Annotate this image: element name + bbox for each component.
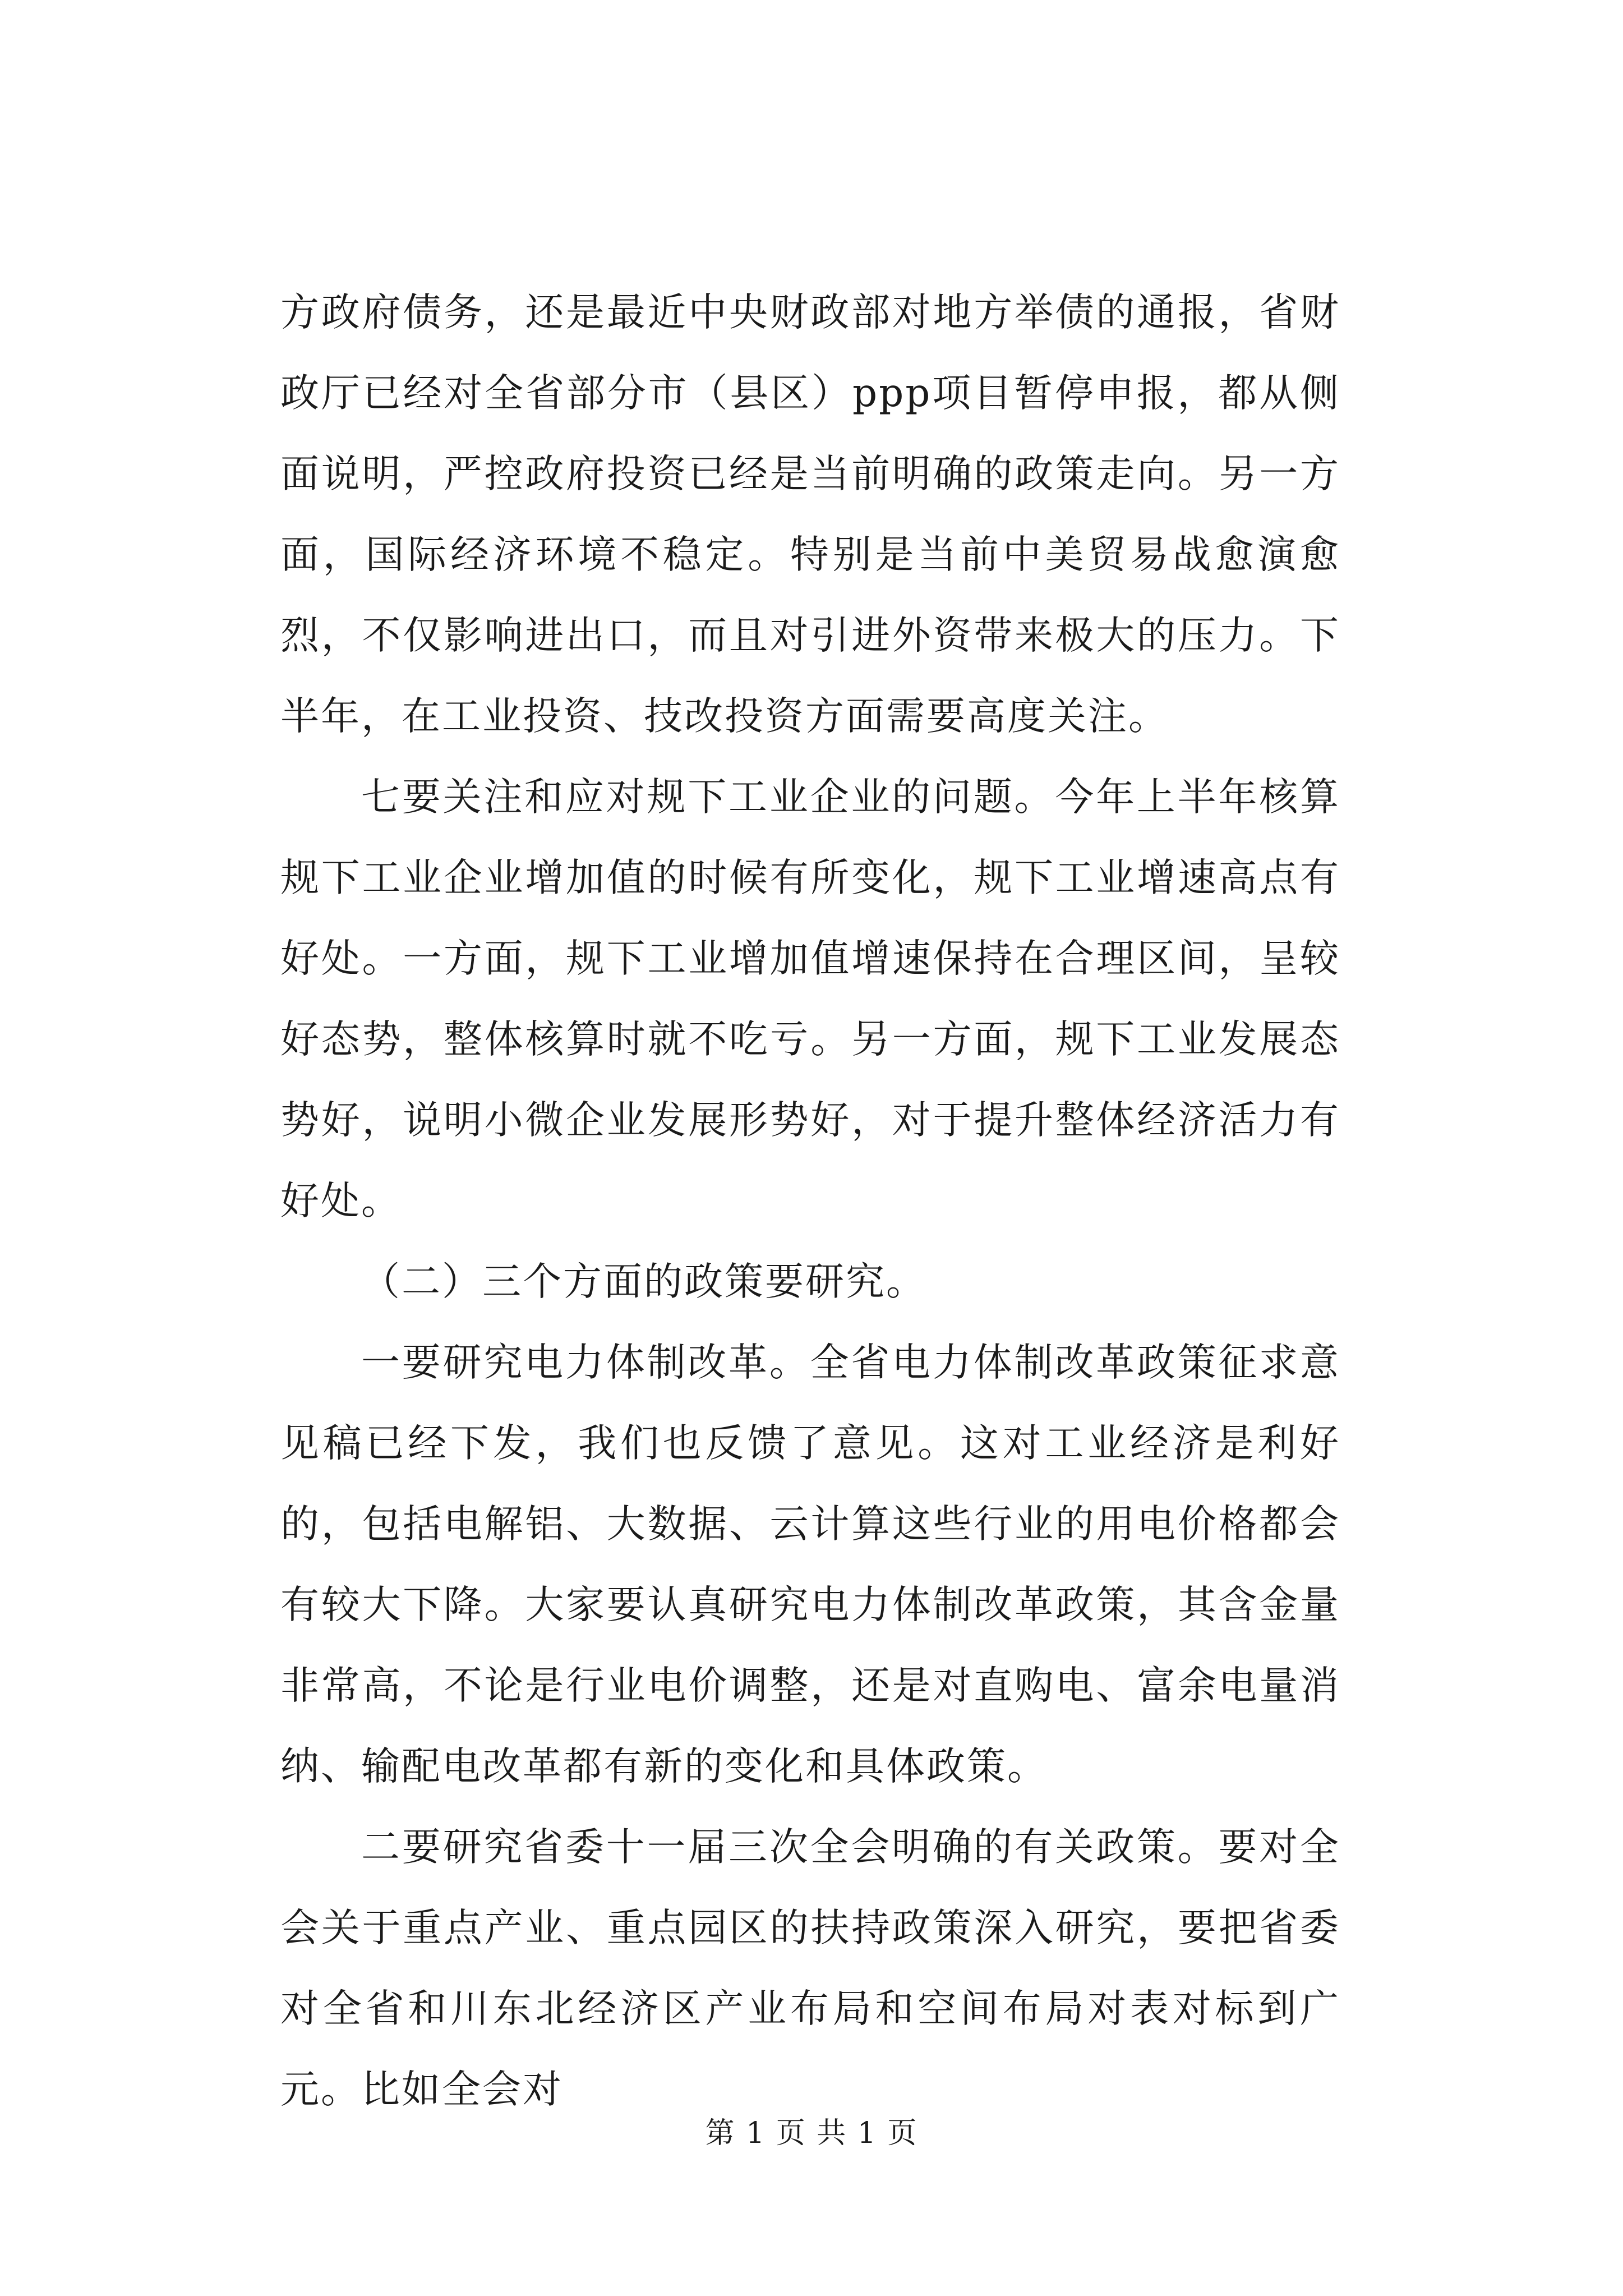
paragraph-small-industry: 七要关注和应对规下工业企业的问题。今年上半年核算规下工业企业增加值的时候有所变化，规下工业增速高点有好处。一方面，规下工业增加值增速保持在合理区间，呈较好态势，整体核算时就不吃亏。另一方面，规下工业发展态势好，说明小微企业发展形势好，对于提升整体经济活力有好处。 — [280, 775, 1340, 1223]
paragraph-plenary-policies: 二要研究省委十一届三次全会明确的有关政策。要对全会关于重点产业、重点园区的扶持政策深入研究，要把省委对全省和川东北经济区产业布局和空间布局对表对标到广元。比如全会对 — [280, 1825, 1340, 2112]
section-heading-three-policies: （二）三个方面的政策要研究。 — [361, 1259, 926, 1304]
paragraph-government-debt: 方政府债务，还是最近中央财政部对地方举债的通报，省财政厅已经对全省部分市（县区）ppp项目暂停申报，都从侧面说明，严控政府投资已经是当前明确的政策走向。另一方面，国际经济环境不稳定。特别是当前中美贸易战愈演愈烈，不仅影响进出口，而且对引进外资带来极大的压力。下半年，在工业投资、技改投资方面需要高度关注。 — [280, 290, 1340, 739]
document-body — [280, 272, 1340, 2130]
paragraph-power-reform: 一要研究电力体制改革。全省电力体制改革政策征求意见稿已经下发，我们也反馈了意见。这对工业经济是利好的，包括电解铝、大数据、云计算这些行业的用电价格都会有较大下降。大家要认真研究电力体制改革政策，其含金量非常高，不论是行业电价调整，还是对直购电、富余电量消纳、输配电改革都有新的变化和具体政策。 — [280, 1340, 1340, 1789]
page-footer: 第 1 页 共 1 页 — [705, 2116, 918, 2150]
